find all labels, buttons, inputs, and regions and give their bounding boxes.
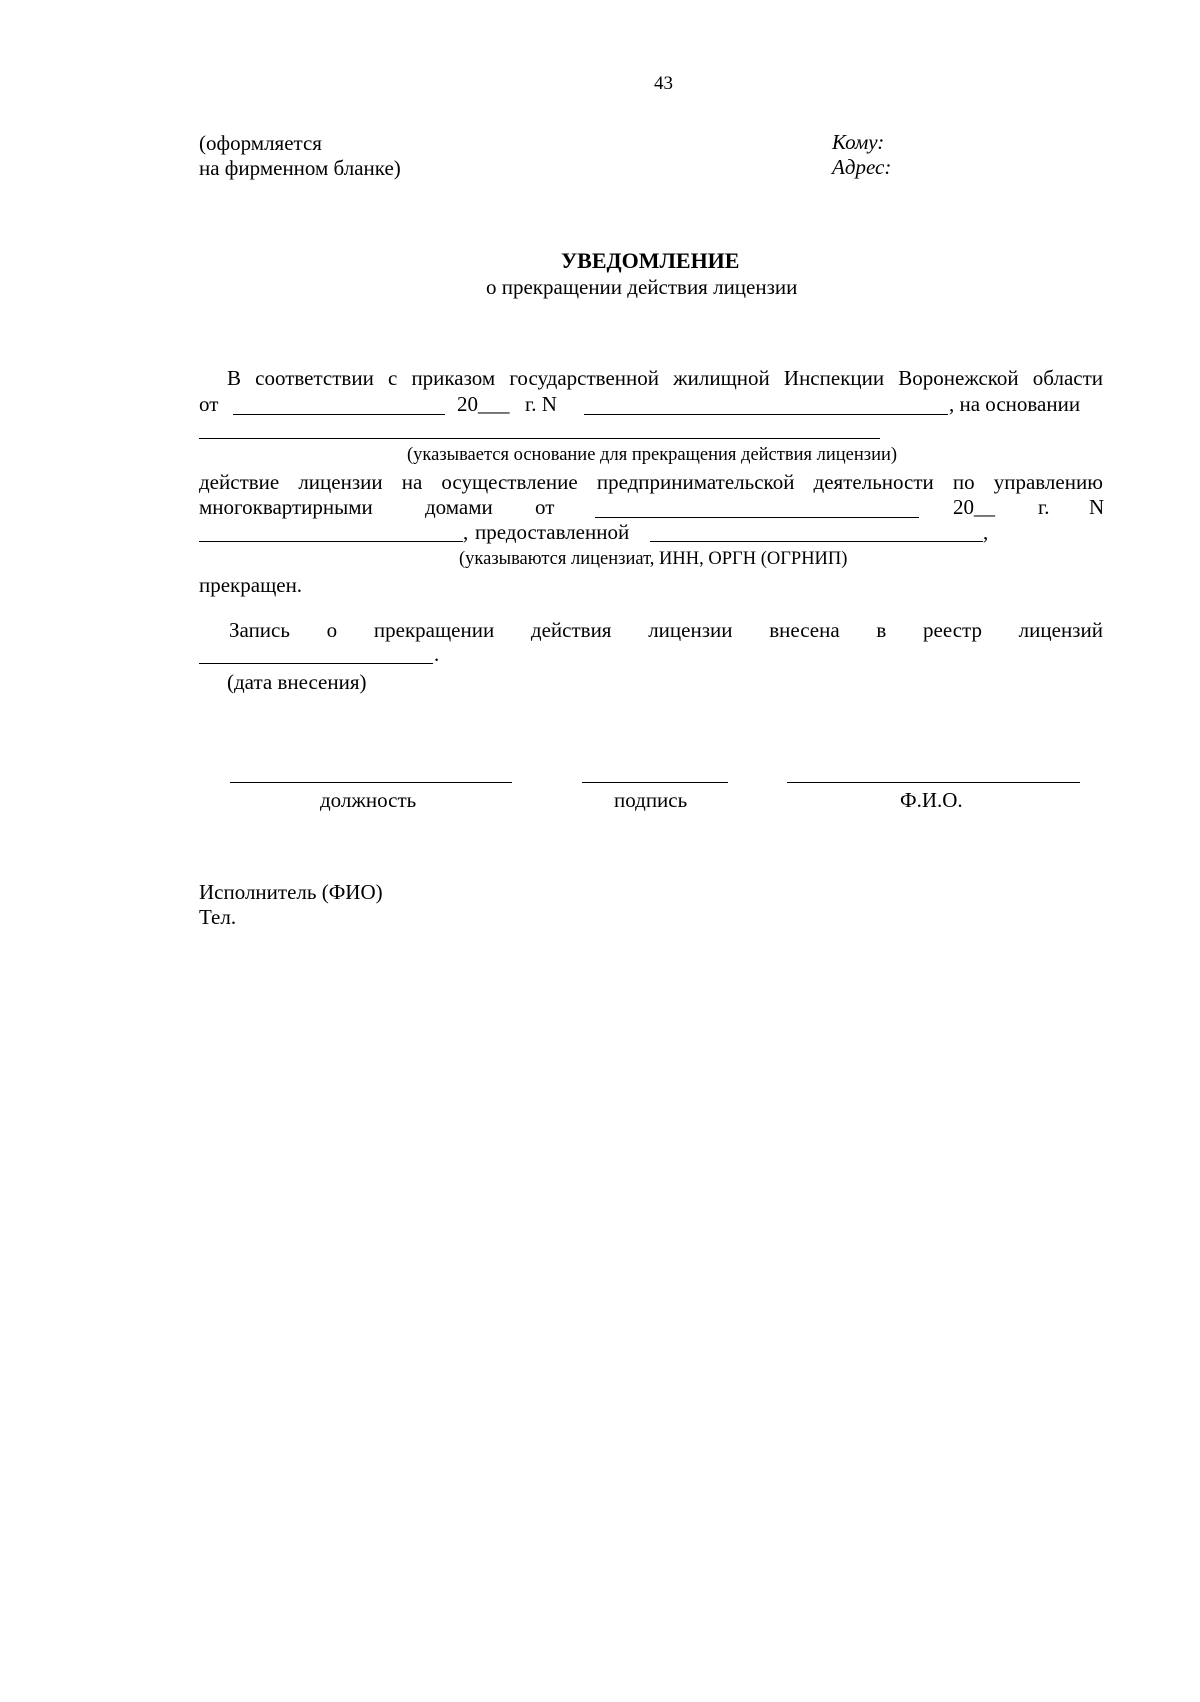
executor-phone-label: Тел.: [199, 905, 237, 929]
body-word: в: [876, 618, 887, 642]
record-date-note: (дата внесения): [227, 670, 367, 694]
body-word: на: [401, 470, 423, 494]
record-line: [229, 620, 1103, 641]
body-word: приказом: [411, 366, 496, 390]
body-word: осуществление: [441, 470, 578, 494]
order-date-blank: [233, 414, 445, 415]
body-line-3: [199, 472, 1103, 493]
body-word: Запись: [229, 618, 290, 642]
license-date-blank: [595, 517, 919, 518]
license-number-blank: [199, 541, 463, 542]
body-word: прекращении: [373, 618, 495, 642]
basis-blank: [199, 438, 880, 439]
document-title: УВЕДОМЛЕНИЕ: [561, 248, 740, 273]
body-line-1: [227, 368, 1103, 389]
letterhead-note-line1: (оформляется: [199, 131, 322, 155]
body-word: соответствии: [255, 366, 374, 390]
terminated-text: прекращен.: [199, 573, 303, 597]
apartment-buildings-text: многоквартирными: [199, 495, 373, 519]
order-number-label: г. N: [525, 392, 557, 416]
body-word: управлению: [993, 470, 1103, 494]
body-word: области: [1032, 366, 1103, 390]
licensee-comma: ,: [983, 520, 989, 544]
record-period: .: [434, 642, 440, 666]
license-n-label: N: [1089, 495, 1105, 519]
record-date-blank: [199, 663, 433, 664]
executor-label: Исполнитель (ФИО): [199, 880, 383, 904]
position-label: должность: [320, 788, 417, 812]
body-word: действие: [199, 470, 280, 494]
name-blank: [787, 782, 1080, 783]
body-word: по: [952, 470, 975, 494]
order-from-label: от: [199, 392, 219, 416]
document-subtitle: о прекращении действия лицензии: [486, 275, 798, 299]
body-word: внесена: [769, 618, 840, 642]
license-from-label: от: [535, 495, 555, 519]
body-word: предпринимательской: [596, 470, 795, 494]
body-word: государственной: [509, 366, 659, 390]
body-word: лицензий: [1018, 618, 1103, 642]
recipient-to-label: Кому:: [832, 130, 885, 154]
body-word: с: [387, 366, 398, 390]
recipient-address-label: Адрес:: [832, 155, 892, 179]
body-word: лицензии: [298, 470, 383, 494]
body-word: действия: [530, 618, 612, 642]
body-word: лицензии: [648, 618, 733, 642]
houses-text: домами: [425, 495, 493, 519]
order-year-label: 20___: [457, 392, 510, 416]
body-word: В: [227, 366, 242, 390]
body-word: Воронежской: [898, 366, 1019, 390]
name-label: Ф.И.О.: [900, 788, 963, 812]
licensee-blank: [650, 541, 983, 542]
order-number-blank: [584, 414, 948, 415]
license-year-label: 20__: [953, 495, 995, 519]
licensee-note: (указываются лицензиат, ИНН, ОРГН (ОГРНИП): [459, 549, 848, 569]
license-g-label: г.: [1038, 495, 1050, 519]
signature-blank: [582, 782, 728, 783]
page-number: 43: [654, 73, 673, 94]
provided-label: предоставленной: [475, 520, 630, 544]
signature-label: подпись: [614, 788, 688, 812]
basis-label: , на основании: [949, 392, 1081, 416]
body-word: реестр: [923, 618, 982, 642]
basis-note: (указывается основание для прекращения действия лицензии): [407, 445, 898, 465]
license-number-comma: ,: [463, 520, 469, 544]
body-word: о: [326, 618, 338, 642]
body-word: Инспекции: [783, 366, 885, 390]
letterhead-note-line2: на фирменном бланке): [199, 156, 401, 180]
position-blank: [230, 782, 512, 783]
body-word: жилищной: [673, 366, 770, 390]
body-word: деятельности: [813, 470, 934, 494]
